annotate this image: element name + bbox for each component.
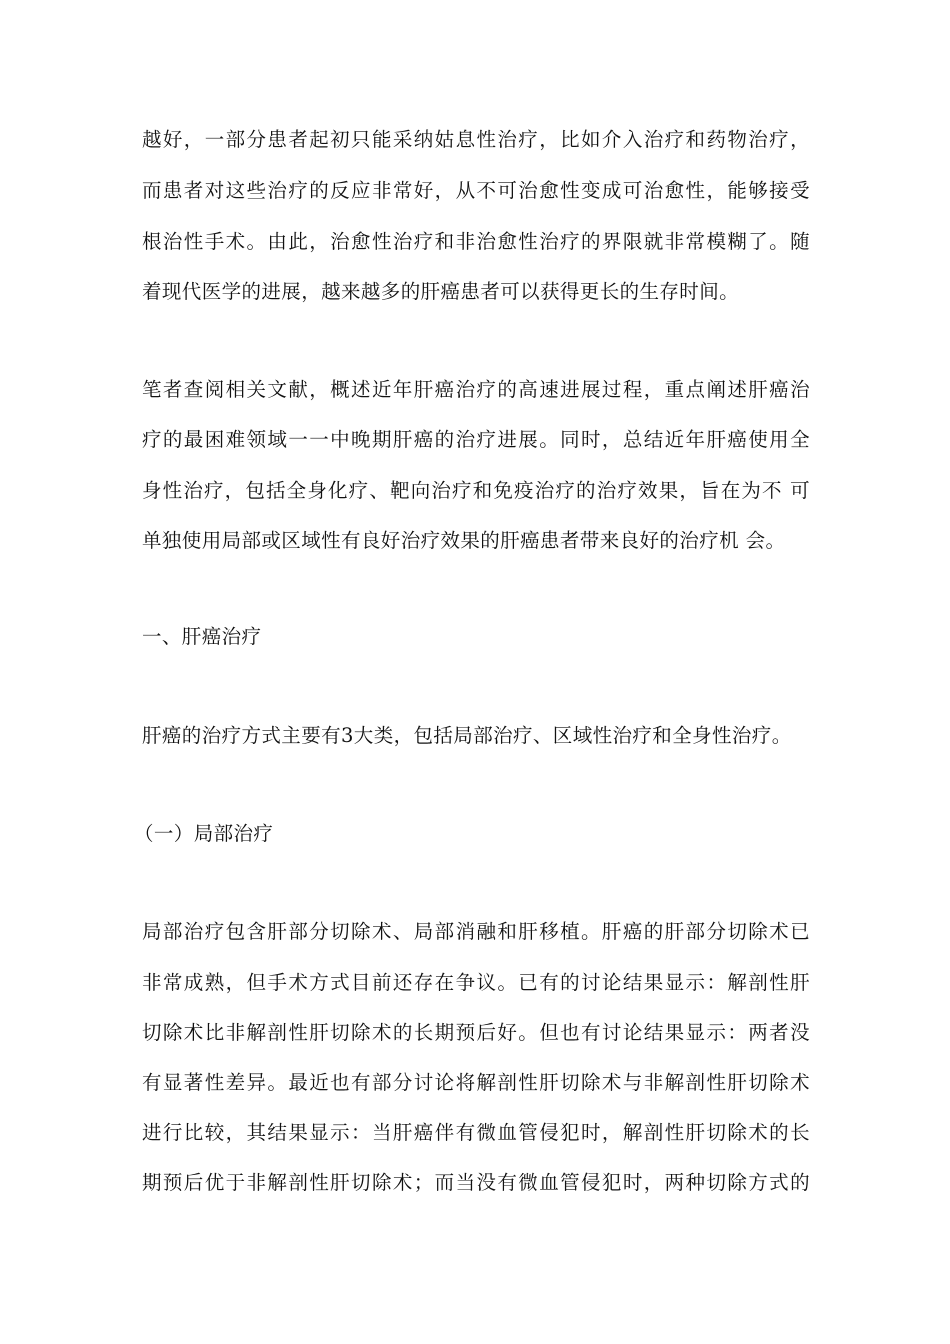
paragraph-2-line-1: 笔者查阅相关文献，概述近年肝癌治疗的高速进展过程，重点阐述肝癌治 [142, 378, 810, 401]
paragraph-4-line-1: 局部治疗包含肝部分切除术、局部消融和肝移植。肝癌的肝部分切除术已 [142, 920, 810, 943]
paragraph-4-line-5: 进行比较，其结果显示：当肝癌伴有微血管侵犯时，解剖性肝切除术的长 [142, 1121, 810, 1144]
paragraph-1-line-3: 根治性手术。由此，治愈性治疗和非治愈性治疗的界限就非常模糊了。随 [142, 230, 810, 253]
paragraph-1-line-4: 着现代医学的进展，越来越多的肝癌患者可以获得更长的生存时间。 [142, 280, 740, 303]
section-heading-2: （一）局部治疗 [134, 822, 274, 845]
paragraph-2-line-3: 身性治疗，包括全身化疗、靶向治疗和免疫治疗的治疗效果，旨在为不 可 [142, 479, 810, 502]
paragraph-4-line-4: 有显著性差异。最近也有部分讨论将解剖性肝切除术与非解剖性肝切除术 [142, 1071, 810, 1094]
paragraph-2-line-4: 单独使用局部或区域性有良好治疗效果的肝癌患者带来良好的治疗机 会。 [142, 529, 786, 552]
section-heading-1: 一、肝癌治疗 [142, 625, 262, 648]
paragraph-4-line-2: 非常成熟，但手术方式目前还存在争议。已有的讨论结果显示：解剖性肝 [142, 971, 810, 994]
paragraph-1-line-2: 而患者对这些治疗的反应非常好，从不可治愈性变成可治愈性，能够接受 [142, 179, 810, 202]
paragraph-3: 肝癌的治疗方式主要有3大类，包括局部治疗、区域性治疗和全身性治疗。 [142, 724, 792, 747]
paragraph-2-line-2: 疗的最困难领域一一中晚期肝癌的治疗进展。同时，总结近年肝癌使用全 [142, 428, 810, 451]
paragraph-1-line-1: 越好，一部分患者起初只能采纳姑息性治疗，比如介入治疗和药物治疗， [142, 128, 810, 151]
paragraph-4-line-6: 期预后优于非解剖性肝切除术；而当没有微血管侵犯时，两种切除方式的 [142, 1171, 810, 1194]
paragraph-4-line-3: 切除术比非解剖性肝切除术的长期预后好。但也有讨论结果显示：两者没 [142, 1021, 810, 1044]
